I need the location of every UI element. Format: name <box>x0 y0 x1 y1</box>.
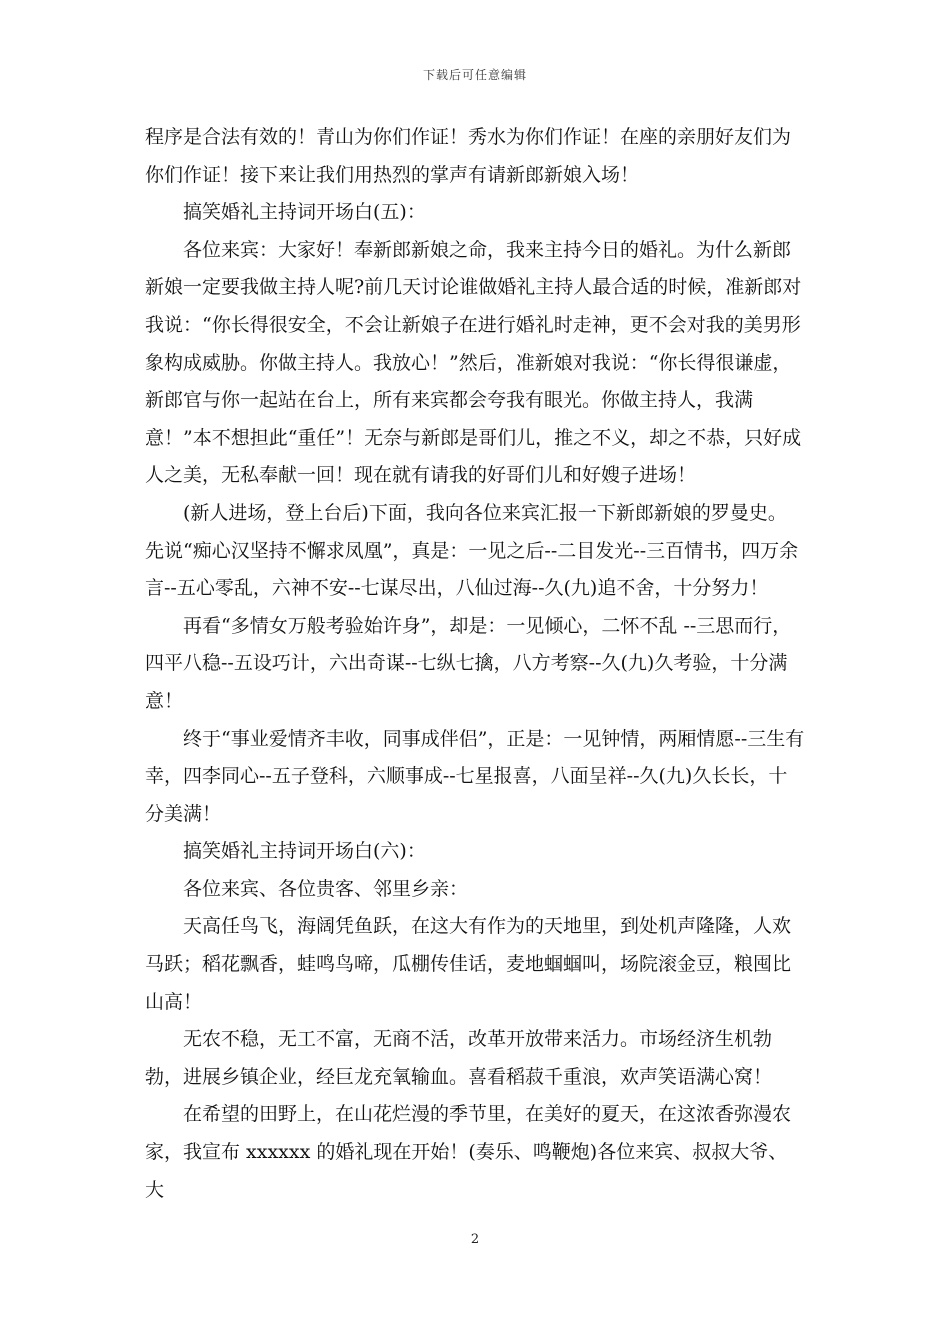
paragraph-romance-history: (新人进场，登上台后)下面，我向各位来宾汇报一下新郎新娘的罗曼史。先说“痴心汉坚持不懈求凤凰”，真是：一见之后--二目发光--三百情书，四万余言--五心零乱，六神不安--七谋尽出，八仙过海--久(九)追不舍，十分努力！ <box>145 501 799 600</box>
section-heading-five: 搞笑婚礼主持词开场白(五)： <box>183 201 426 224</box>
paragraph-continuation: 程序是合法有效的！青山为你们作证！秀水为你们作证！在座的亲朋好友们为你们作证！接下来让我们用热烈的掌声有请新郎新娘入场！ <box>145 126 792 186</box>
paragraph-economy: 无农不稳，无工不富，无商不活，改革开放带来活力。市场经济生机勃勃，进展乡镇企业，经巨龙充氧输血。喜看稻菽千重浪，欢声笑语满心窝！ <box>145 1028 773 1088</box>
paragraph-bride-test: 再看“多情女万般考验始许身”，却是：一见倾心，二怀不乱 --三思而行，四平八稳--五设巧计，六出奇谋--七纵七擒，八方考察--久(九)久考验，十分满意！ <box>145 614 792 712</box>
paragraph-countryside: 天高任鸟飞，海阔凭鱼跃，在这大有作为的天地里，到处机声隆隆，人欢马跃；稻花飘香，蛙鸣鸟啼，瓜棚传佳话，麦地蝈蝈叫，场院滚金豆，粮囤比山高！ <box>145 915 792 1013</box>
paragraph-greeting: 各位来宾、各位贵客、邻里乡亲： <box>183 877 469 900</box>
paragraph-harvest: 终于“事业爱情齐丰收，同事成伴侣”，正是：一见钟情，两厢情愿--三生有幸，四李同心--五子登科，六顺事成--七星报喜，八面呈祥--久(九)久长长，十分美满！ <box>145 727 805 825</box>
section-heading-six: 搞笑婚礼主持词开场白(六)： <box>183 840 426 863</box>
page-number: 2 <box>470 1232 480 1247</box>
page-header: 下载后可任意编辑 <box>422 68 527 82</box>
paragraph-ceremony-start: 在希望的田野上，在山花烂漫的季节里，在美好的夏天，在这浓香弥漫农家，我宣布 xxxxxx 的婚礼现在开始！(奏乐、鸣鞭炮)各位来宾、叔叔大爷、大 <box>145 1103 792 1201</box>
document-body <box>145 119 805 1209</box>
paragraph-opening-speech: 各位来宾：大家好！奉新郎新娘之命，我来主持今日的婚礼。为什么新郎新娘一定要我做主持人呢?前几天讨论谁做婚礼主持人最合适的时候，准新郎对我说：“你长得很安全，不会让新娘子在进行婚礼时走神，更不会对我的美男形象构成威胁。你做主持人。我放心！”然后，准新娘对我说：“你长得很谦虚，新郎官与你一起站在台上，所有来宾都会夸我有眼光。你做主持人，我满意！”本不想担此“重任”！无奈与新郎是哥们儿，推之不义，却之不恭，只好成人之美，无私奉献一回！现在就有请我的好哥们儿和好嫂子进场！ <box>145 238 802 487</box>
